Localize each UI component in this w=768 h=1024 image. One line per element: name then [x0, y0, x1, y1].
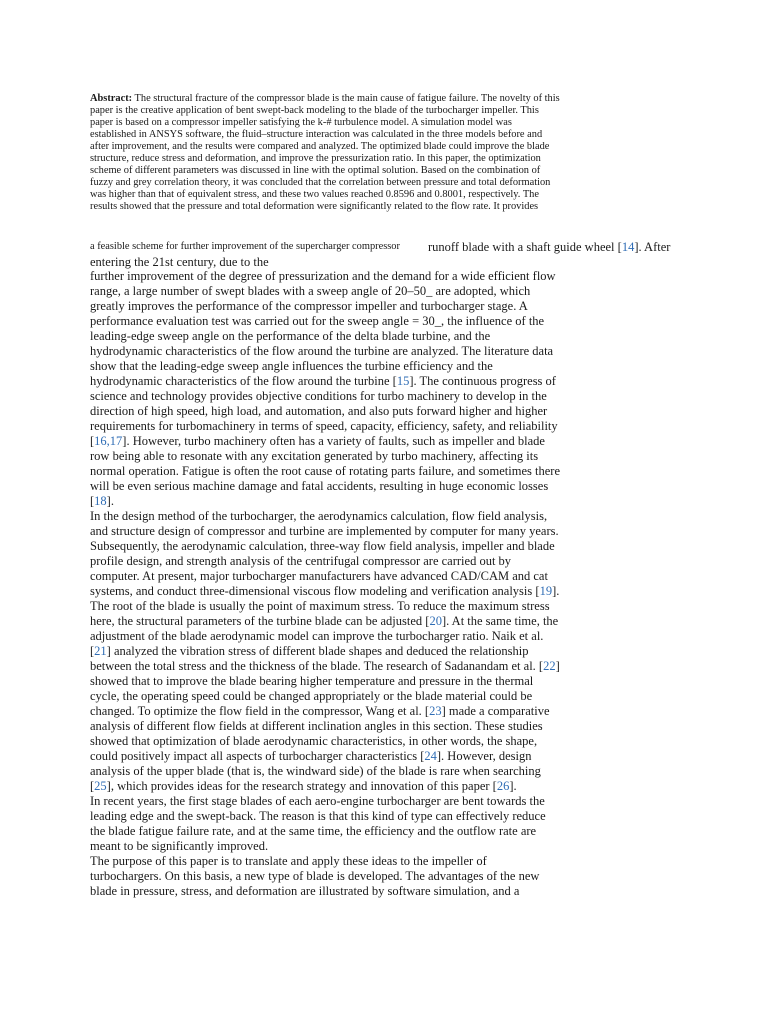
paragraph-text: ].	[509, 779, 517, 793]
reference-link[interactable]: 16,17	[94, 434, 123, 448]
reference-link[interactable]: 25	[94, 779, 107, 793]
overlapping-line-1	[428, 240, 670, 255]
paragraph-text: In recent years, the first stage blades of each aero-engine turbocharger are bent towards the leading edge and the swept-back. The reason is that this kind of type can effectively reduce the blade fatigue failure rate, and at the same time, the efficiency and the outflow rate are meant to be significantly improved.	[90, 794, 546, 853]
reference-link[interactable]: 26	[496, 779, 510, 793]
paragraph-text: ]. At the same time, the adjustment of the blade aerodynamic model can improve the turbocharger ratio. Naik et al. [	[90, 614, 559, 658]
paragraph-text: ]. The continuous progress of science and technology provides objective conditions for turbo machinery to develop in the direction of high speed, high load, and automation, and also puts forward higher and higher requirements for turbomachinery in terms of speed, capacity, efficiency, safety, and reliability [	[90, 374, 558, 448]
reference-link[interactable]: 21	[94, 644, 107, 658]
paragraph-text: In the design method of the turbocharger, the aerodynamics calculation, flow field analysis, and structure design of compressor and turbine are implemented by computer for many years. Subsequently, the aerodynamic calculation, three-way flow field analysis, impeller and blade profile design, and strength analysis of the centrifugal compressor are carried out by computer. At present, major turbocharger manufacturers have advanced CAD/CAM and cat systems, and conduct three-dimensional viscous flow modeling and verification analysis [	[90, 509, 559, 598]
paragraph-text: The root of the blade is usually the point of maximum stress. To reduce the maximum stress here, the structural parameters of the turbine blade can be adjusted [	[90, 599, 550, 628]
reference-link[interactable]: 23	[429, 704, 442, 718]
paragraph-text: ] showed that to improve the blade bearing higher temperature and pressure in the thermal cycle, the operating speed could be changed appropriately or the blade material could be changed. To optimize the flow field in the compressor, Wang et al. [	[90, 659, 560, 718]
abstract-text: The structural fracture of the compressor blade is the main cause of fatigue failure. The novelty of this paper is the creative application of bent swept-back modeling to the blade of the turbocharger impeller. This paper is based on a compressor impeller satisfying the k-# turbulence model. A simulation model was established in ANSYS software, the fluid–structure interaction was calculated in the three models before and after improvement, and the results were compared and analyzed. The optimized blade could improve the blade structure, reduce stress and deformation, and improve the pressurization ratio. In this paper, the optimization scheme of different parameters was discussed in line with the optimal solution. Based on the combination of fuzzy and grey correlation theory, it was concluded that the correlation between pressure and total deformation was higher than that of equivalent stress, and these two values reached 0.8596 and 0.8001, respectively. The results showed that the pressure and total deformation were significantly related to the flow rate. It provides	[90, 93, 560, 212]
paragraph-text: ]. However, design analysis of the upper blade (that is, the windward side) of the blade is rare when searching [	[90, 749, 541, 793]
reference-link[interactable]: 15	[396, 374, 410, 388]
paragraph	[90, 854, 560, 899]
body-text	[90, 269, 560, 899]
paragraph-text: ].	[552, 584, 560, 598]
paragraph	[90, 269, 560, 509]
reference-link[interactable]: 22	[543, 659, 556, 673]
reference-link[interactable]: 20	[429, 614, 442, 628]
paragraph-text: ]. However, turbo machinery often has a variety of faults, such as impeller and blade row being able to resonate with any excitation generated by turbo machinery, affecting its normal operation. Fatigue is often the root cause of rotating parts failure, and sometimes there will be even serious machine damage and fatal accidents, resulting in huge economic losses [	[90, 434, 560, 508]
reference-link[interactable]: 18	[94, 494, 107, 508]
paragraph	[90, 509, 560, 599]
overlapping-line-2: entering the 21st century, due to the	[90, 255, 269, 269]
reference-link[interactable]: 24	[424, 749, 437, 763]
paragraph-text: ], which provides ideas for the research strategy and innovation of this paper [	[106, 779, 497, 793]
reference-link[interactable]: 19	[539, 584, 553, 598]
reference-link[interactable]: 14	[621, 240, 635, 254]
abstract-block	[90, 93, 560, 213]
overlapping-text: ]. After	[634, 240, 671, 254]
paragraph	[90, 794, 560, 854]
paragraph-text: ] analyzed the vibration stress of different blade shapes and deduced the relationship between the total stress and the thickness of the blade. The research of Sadanandam et al. [	[90, 644, 544, 673]
abstract-label: Abstract:	[90, 93, 133, 104]
paragraph-text: further improvement of the degree of pressurization and the demand for a wide efficient flow range, a large number of swept blades with a sweep angle of 20–50_ are adopted, which greatly improves the performance of the compressor impeller and turbocharger stage. A performance evaluation test was carried out for the sweep angle = 30_, the influence of the leading-edge sweep angle on the performance of the delta blade turbine, and the hydrodynamic characteristics of the flow around the turbine are analyzed. The literature data show that the leading-edge sweep angle influences the turbine efficiency and the hydrodynamic characteristics of the flow around the turbine [	[90, 269, 556, 388]
overlapping-text: runoff blade with a shaft guide wheel [	[428, 240, 622, 254]
paragraph-text: The purpose of this paper is to translate and apply these ideas to the impeller of turbochargers. On this basis, a new type of blade is developed. The advantages of the new blade in pressure, stress, and deformation are illustrated by software simulation, and a	[90, 854, 540, 898]
paragraph-text: ] made a comparative analysis of different flow fields at different inclination angles in this section. These studies showed that optimization of blade aerodynamic characteristics, in other words, the shape, could positively impact all aspects of turbocharger characteristics [	[90, 704, 550, 763]
abstract-tail-line: a feasible scheme for further improvement of the supercharger compressor	[90, 241, 400, 252]
paragraph-text: ].	[106, 494, 114, 508]
paragraph	[90, 599, 560, 794]
